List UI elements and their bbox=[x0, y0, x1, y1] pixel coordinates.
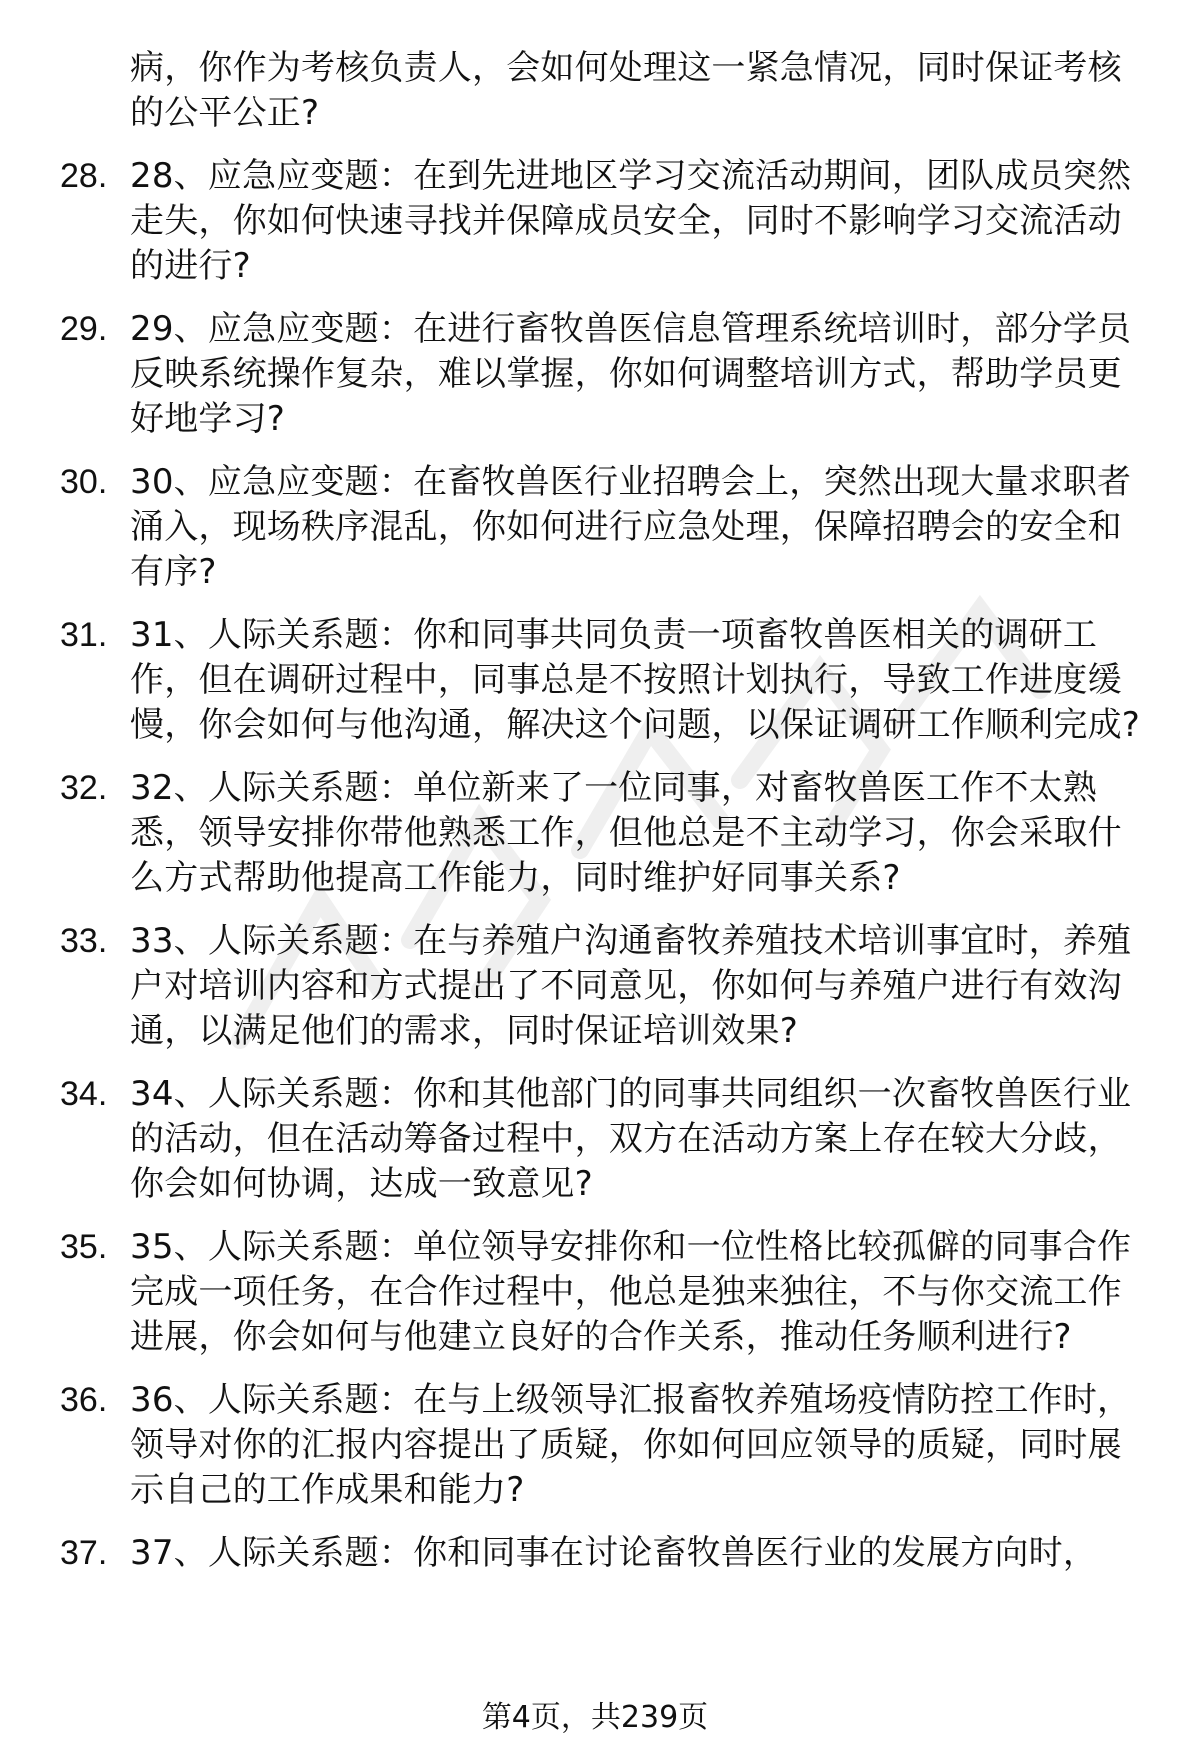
item-text: 30、应急应变题：在畜牧兽医行业招聘会上，突然出现大量求职者涌入，现场秩序混乱，你如何进行应急处理，保障招聘会的安全和有序? bbox=[130, 462, 1132, 592]
item-number: 35. bbox=[60, 1228, 108, 1266]
item-number: 36. bbox=[60, 1381, 108, 1419]
item-number: 34. bbox=[60, 1075, 108, 1113]
item-text: 28、应急应变题：在到先进地区学习交流活动期间，团队成员突然走失，你如何快速寻找并保障成员安全，同时不影响学习交流活动的进行? bbox=[130, 156, 1132, 286]
list-item bbox=[60, 1378, 1155, 1513]
list-item bbox=[60, 460, 1155, 595]
list-item bbox=[60, 919, 1155, 1054]
item-text: 35、人际关系题：单位领导安排你和一位性格比较孤僻的同事合作完成一项任务，在合作过程中，他总是独来独往，不与你交流工作进展，你会如何与他建立良好的合作关系，推动任务顺利进行? bbox=[130, 1227, 1132, 1357]
item-text: 37、人际关系题：你和同事在讨论畜牧兽医行业的发展方向时， bbox=[130, 1533, 1098, 1573]
list-item bbox=[60, 1225, 1155, 1360]
item-number: 31. bbox=[60, 616, 108, 654]
list-item bbox=[60, 1072, 1155, 1207]
list-item bbox=[60, 307, 1155, 442]
list-item bbox=[60, 1531, 1155, 1576]
item-text: 29、应急应变题：在进行畜牧兽医信息管理系统培训时，部分学员反映系统操作复杂，难以掌握，你如何调整培训方式，帮助学员更好地学习? bbox=[130, 309, 1132, 439]
list-item-continuation bbox=[60, 46, 1155, 136]
question-list bbox=[60, 46, 1155, 1594]
list-item bbox=[60, 766, 1155, 901]
item-text: 32、人际关系题：单位新来了一位同事，对畜牧兽医工作不太熟悉，领导安排你带他熟悉工作，但他总是不主动学习，你会采取什么方式帮助他提高工作能力，同时维护好同事关系? bbox=[130, 768, 1122, 898]
list-item bbox=[60, 613, 1155, 748]
page-footer: 第4页，共239页 bbox=[481, 1700, 709, 1735]
item-number: 32. bbox=[60, 769, 108, 807]
item-number: 37. bbox=[60, 1534, 108, 1572]
item-text: 33、人际关系题：在与养殖户沟通畜牧养殖技术培训事宜时，养殖户对培训内容和方式提出了不同意见，你如何与养殖户进行有效沟通，以满足他们的需求，同时保证培训效果? bbox=[130, 921, 1132, 1051]
item-text: 36、人际关系题：在与上级领导汇报畜牧养殖场疫情防控工作时，领导对你的汇报内容提出了质疑，你如何回应领导的质疑，同时展示自己的工作成果和能力? bbox=[130, 1380, 1132, 1510]
list-item bbox=[60, 154, 1155, 289]
item-number: 33. bbox=[60, 922, 108, 960]
item-text: 31、人际关系题：你和同事共同负责一项畜牧兽医相关的调研工作，但在调研过程中，同事总是不按照计划执行，导致工作进度缓慢，你会如何与他沟通，解决这个问题，以保证调研工作顺利完成? bbox=[130, 615, 1141, 745]
item-number: 30. bbox=[60, 463, 108, 501]
item-number: 28. bbox=[60, 157, 108, 195]
continuation-text: 病，你作为考核负责人，会如何处理这一紧急情况，同时保证考核的公平公正? bbox=[130, 48, 1122, 133]
item-text: 34、人际关系题：你和其他部门的同事共同组织一次畜牧兽医行业的活动，但在活动筹备过程中，双方在活动方案上存在较大分歧，你会如何协调，达成一致意见? bbox=[130, 1074, 1132, 1204]
item-number: 29. bbox=[60, 310, 108, 348]
